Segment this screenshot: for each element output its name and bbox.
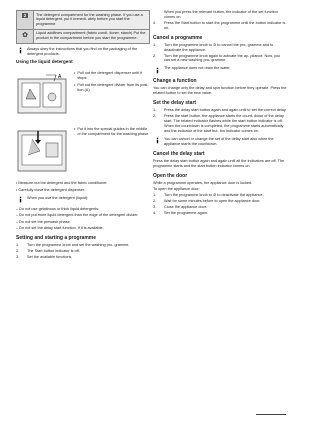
info-icon — [153, 66, 161, 74]
figure-block — [16, 69, 150, 121]
setting-steps — [16, 243, 150, 260]
info-note: The appliance does not drain the water. — [153, 66, 287, 74]
list-item: When you press the relevant button, the indicator of the set function comes on. — [164, 10, 278, 19]
list-item: – Do not set the delay start function, if it is available. — [16, 226, 104, 231]
info-icon — [16, 196, 24, 204]
info-note: Always obey the instructions that you find on the packaging of the detergent products. — [16, 47, 150, 57]
label-a: A — [58, 74, 62, 81]
paragraph: While a programme operates, the appliance door is locked. — [153, 180, 253, 185]
section-heading: Setting and starting a programme — [16, 234, 97, 241]
list-item: 4. Press the Start button to start the programme until the button indicator is on. — [153, 20, 286, 30]
list-item: 2. The Start button indicator is off. — [16, 248, 80, 253]
compartment-2-symbol: 2 — [23, 12, 27, 18]
compartment-table — [16, 10, 150, 44]
section-heading: Set the delay start — [153, 100, 197, 107]
paragraph: Press the delay start button again and again until all the indicators are off. The programme starts and the start button indicator comes on. — [153, 158, 285, 168]
table-row — [17, 29, 150, 43]
list-item: 2. Wait for some minutes before to open the appliance door. — [153, 199, 261, 204]
table-cell: The detergent compartment for the washing phase. If you use a liquid detergent, put it immedi- ately before you start the programme. — [34, 11, 150, 30]
section-heading: Open the door — [153, 172, 188, 179]
list-item: – Do not put more liquid detergent than the edge of the detergent divider. — [16, 213, 139, 218]
list-item: • Put it into the special guides in the middle of the compartment for the washing phase. — [74, 127, 150, 137]
list-item: • Carefully close the detergent dispenser. — [16, 187, 86, 192]
section-heading: Cancel the delay start — [153, 150, 205, 157]
list-item: 1. Turn the programme knob and set the washing pro- gramme. — [16, 242, 130, 247]
list-item: 1. Turn the programme knob to ⊘ to deactivate the appliance. — [153, 193, 264, 198]
table-cell: Liquid additives compartment (fabric condi- tioner, starch) Put the product in the compartment before you start the programme. — [34, 29, 150, 43]
info-note: When you use the detergent (liquid): — [16, 196, 150, 204]
list-item: 2. Turn the programme knob again to activate the ap- pliance. Now, you can set a new washing pro- gramme. — [153, 53, 281, 63]
list-item: 1. Turn the programme knob to ⊘ to cancel the pro- gramme and to deactivate the appliance. — [153, 42, 274, 52]
right-column — [153, 10, 287, 217]
info-icon — [16, 47, 24, 55]
list-item: 4. Set the programme again. — [153, 211, 208, 216]
flower-icon: ✿ — [22, 32, 28, 40]
paragraph: You can change only the delay and spin function before they operate. Press the related button to set the new value. — [153, 86, 287, 96]
list-item: – Do not set the prewash phase. — [16, 219, 71, 224]
divider-illustration — [16, 125, 71, 177]
list-item: • Pull out the detergent dispenser until it stops. — [74, 71, 142, 81]
footer-rule — [256, 414, 286, 415]
section-heading: Using the liquid detergent — [16, 59, 73, 65]
left-column — [16, 10, 150, 261]
info-note: You can cancel or change the set of the delay start also when the appliance starts the countdown. — [153, 137, 287, 147]
list-item: 3. Close the appliance door. — [153, 205, 207, 210]
list-item: • Measure out the detergent and the fabric conditioner. — [16, 181, 108, 186]
section-heading: Cancel a programme — [153, 34, 203, 41]
list-item: 1. Press the delay start button again and again until to set the correct delay. — [153, 108, 287, 113]
figure-block — [16, 125, 150, 177]
section-heading: Change a function — [153, 78, 197, 85]
list-item: • Pull out the detergent divider from its posi- tion (A) — [74, 82, 149, 92]
paragraph: To open the appliance door: — [153, 186, 200, 191]
list-item: 2. Press the start button, the appliance starts the count- down of the delay start. The related indicator flashes while the start button indicator is off. When the countdown is completed, the programme starts automatically and the indicator of the start but- ton indicator comes on. — [153, 114, 284, 133]
info-icon — [153, 137, 161, 145]
table-row — [17, 11, 150, 30]
list-item: 3. Set the available functions. — [16, 254, 73, 259]
dispenser-illustration — [16, 69, 71, 121]
list-item: – Do not use gelatinous or thick liquid detergents. — [16, 206, 100, 211]
